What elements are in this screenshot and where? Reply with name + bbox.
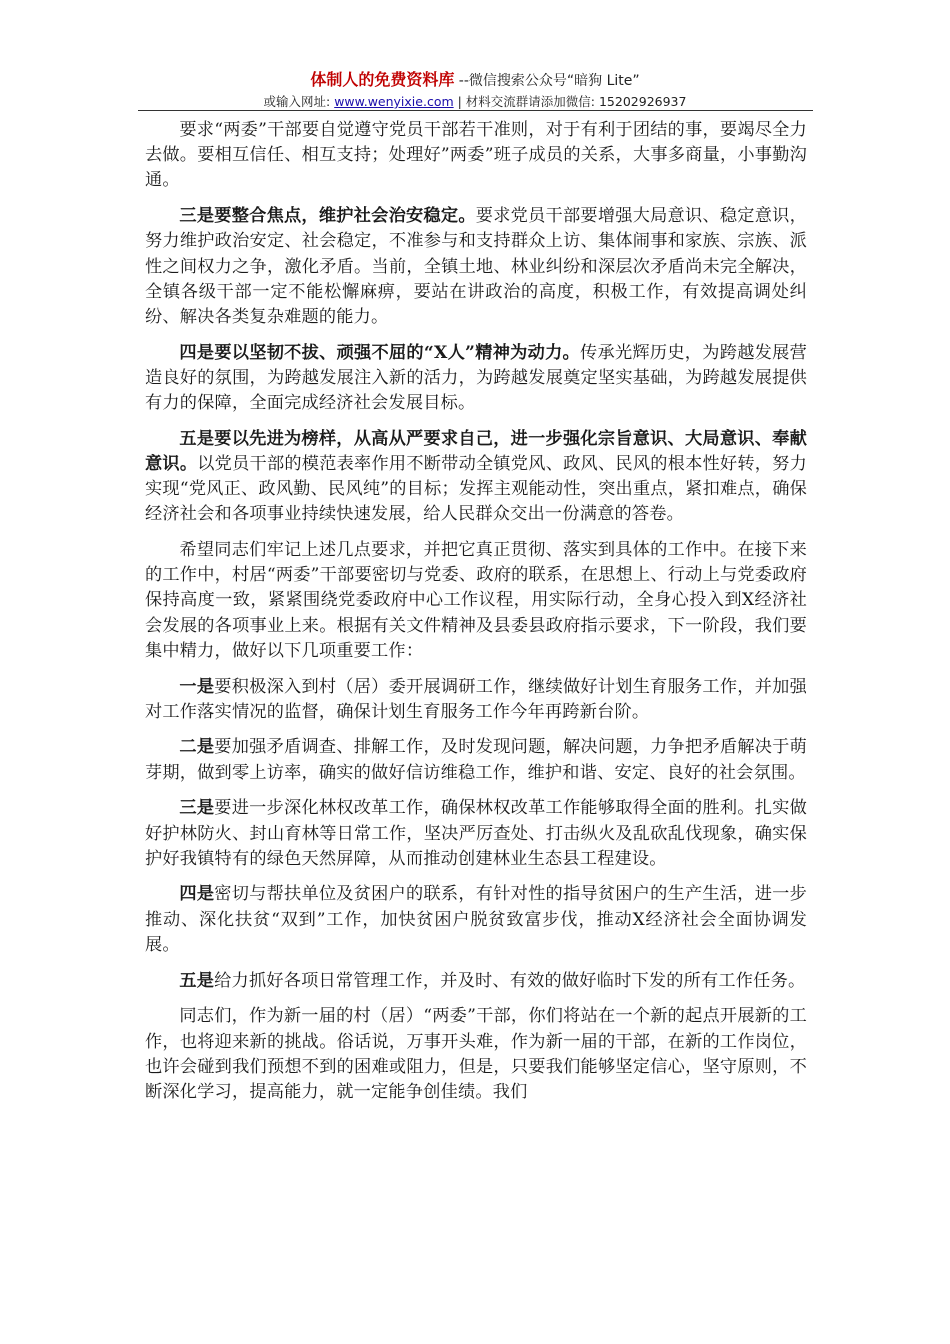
paragraph [145,735,807,785]
paragraph [145,675,807,725]
paragraph [145,204,807,330]
paragraph [145,427,807,528]
paragraph-text: 传承光辉历史，为跨越发展营造良好的氛围，为跨越发展注入新的活力，为跨越发展奠定坚实基础，为跨越发展提供有力的保障，全面完成经济社会发展目标。 [145,342,807,414]
paragraph-lead: 三是 [179,798,215,819]
paragraph-text: 以党员干部的模范表率作用不断带动全镇党风、政风、民风的根本性好转，努力实现“党风正、政风勤、民风纯”的目标；发挥主观能动性，突出重点，紧扣难点，确保经济社会和各项事业持续快速发展，给人民群众交出一份满意的答卷。 [145,453,807,525]
paragraph [145,882,807,958]
paragraph-lead: 三是要整合焦点，维护社会治安稳定。 [179,206,476,227]
paragraph-text: 同志们，作为新一届的村（居）“两委”干部，你们将站在一个新的起点开展新的工作，也将迎来新的挑战。俗话说，万事开头难，作为新一届的干部，在新的工作岗位，也许会碰到我们预想不到的困难或阻力，但是，只要我们能够坚定信心，坚守原则，不断深化学习，提高能力，就一定能争创佳绩。我们 [145,1006,807,1102]
paragraph-text: 要积极深入到村（居）委开展调研工作，继续做好计划生育服务工作，并加强对工作落实情况的监督，确保计划生育服务工作今年再跨新台阶。 [145,676,807,722]
paragraph-lead: 二是 [179,737,215,758]
document-body [145,118,807,1116]
paragraph-text: 要进一步深化林权改革工作，确保林权改革工作能够取得全面的胜利。扎实做好护林防火、封山育林等日常工作，坚决严厉查处、打击纵火及乱砍乱伐现象，确实保护好我镇特有的绿色天然屏障，从而推动创建林业生态县工程建设。 [145,798,807,869]
paragraph-text: 给力抓好各项日常管理工作，并及时、有效的做好临时下发的所有工作任务。 [214,970,806,991]
paragraph-lead: 一是 [179,676,215,697]
paragraph [145,796,807,872]
brand-title: 体制人的免费资料库 [310,70,455,89]
contact-info: | 材料交流群请添加微信: 15202926937 [453,94,687,109]
site-link[interactable]: www.wenyixie.com [334,94,454,109]
paragraph-text: 要求“两委”干部要自觉遵守党员干部若干准则，对于有利于团结的事，要竭尽全力去做。要相互信任、相互支持；处理好”两委”班子成员的关系，大事多商量，小事勤沟通。 [145,120,807,191]
paragraph-text: 希望同志们牢记上述几点要求，并把它真正贯彻、落实到具体的工作中。在接下来的工作中，村居“两委”干部要密切与党委、政府的联系，在思想上、行动上与党委政府保持高度一致，紧紧围绕党委政府中心工作议程，用实际行动，全身心投入到X经济社会发展的各项事业上来。根据有关文件精神及县委县政府指示要求，下一阶段，我们要集中精力，做好以下几项重要工作： [145,540,807,661]
paragraph [145,1004,807,1105]
paragraph-lead: 四是要以坚韧不拔、顽强不屈的“X人”精神为动力。 [179,342,581,363]
paragraph-lead: 四是 [179,884,215,905]
page-header [0,70,950,111]
site-prefix: 或输入网址: [263,94,335,109]
paragraph [145,538,807,664]
paragraph-lead: 五是要以先进为榜样，从高从严要求自己，进一步强化宗旨意识、大局意识、奉献意识。 [145,428,807,474]
paragraph [145,118,807,194]
paragraph-text: 要求党员干部要增强大局意识、稳定意识，努力维护政治安定、社会稳定，不准参与和支持群众上访、集体闹事和家族、宗族、派性之间权力之争，激化矛盾。当前，全镇土地、林业纠纷和深层次矛盾尚未完全解决，全镇各级干部一定不能松懈麻痹，要站在讲政治的高度，积极工作，有效提高调处纠纷、解决各类复杂难题的能力。 [145,206,807,327]
header-divider [138,110,813,111]
paragraph [145,341,807,417]
header-title-line [0,70,950,91]
header-contact-line [0,93,950,111]
paragraph-text: 要加强矛盾调查、排解工作，及时发现问题，解决问题，力争把矛盾解决于萌芽期，做到零上访率，确实的做好信访维稳工作，维护和谐、安定、良好的社会氛围。 [145,737,807,783]
paragraph-lead: 五是 [179,970,215,991]
header-tagline: --微信搜索公众号“暗狗 Lite” [454,73,640,89]
paragraph-text: 密切与帮扶单位及贫困户的联系，有针对性的指导贫困户的生产生活，进一步推动、深化扶贫“双到”工作，加快贫困户脱贫致富步伐，推动X经济社会全面协调发展。 [145,884,807,955]
paragraph [145,969,807,994]
